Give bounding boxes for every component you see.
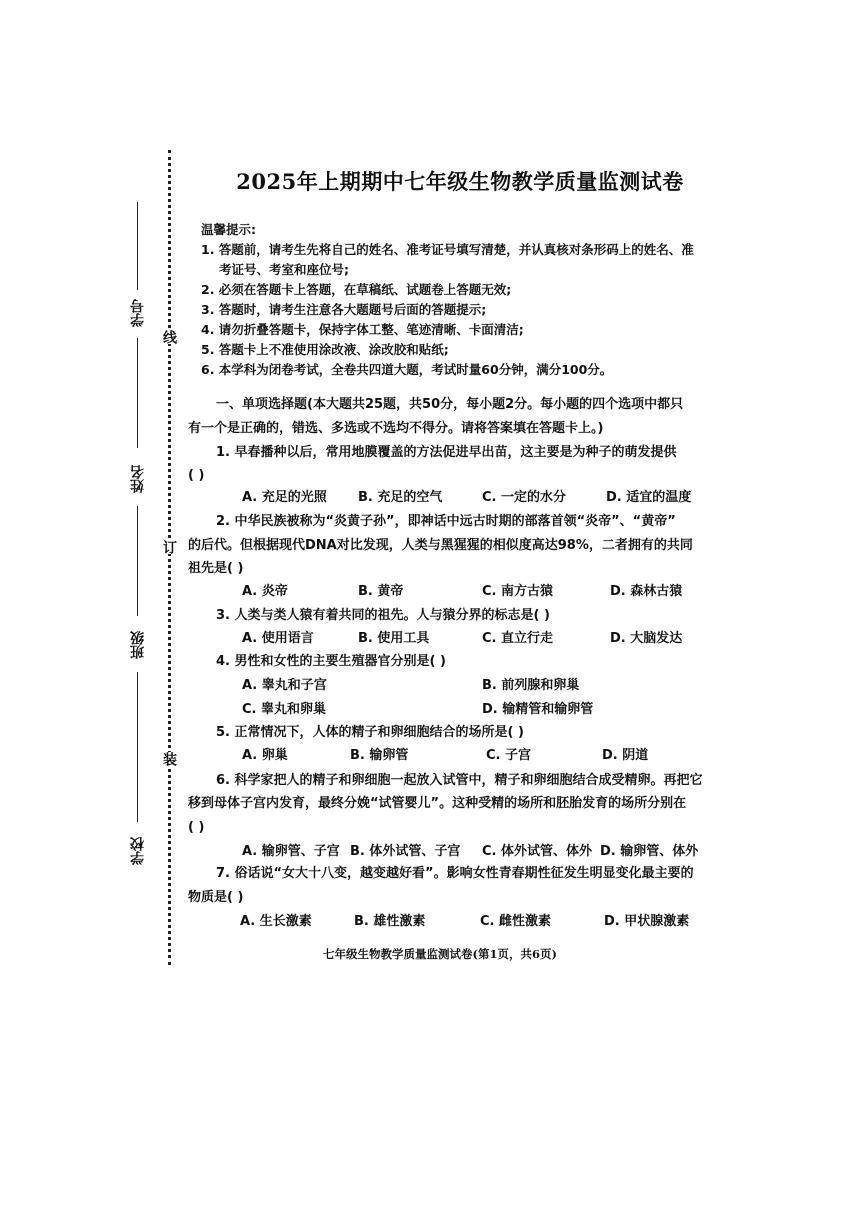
option: C. 雌性激素: [480, 914, 552, 929]
tip-item: 6. 本学科为闭卷考试，全卷共四道大题，考试时量60分钟，满分100分。: [201, 362, 613, 377]
question-1-text: 1. 早春播种以后，常用地膜覆盖的方法促进早出苗，这主要是为种子的萌发提供: [216, 445, 677, 460]
question-2-options: [240, 582, 720, 602]
binding-mark-ding: 订: [161, 540, 177, 554]
question-6-text: ( ): [188, 820, 205, 835]
option: B. 前列腺和卵巢: [482, 678, 580, 693]
question-3-text: 3. 人类与类人猿有着共同的祖先。人与猿分界的标志是( ): [216, 608, 550, 623]
question-7-text: 物质是( ): [188, 890, 244, 905]
question-2-text: 2. 中华民族被称为“炎黄子孙”，即神话中远古时期的部落首领“炎帝”、“黄帝”: [216, 514, 676, 529]
tips-heading: 温馨提示:: [201, 222, 256, 237]
option: B. 雄性激素: [354, 914, 426, 929]
option: B. 黄帝: [358, 584, 404, 599]
field-label: 姓名: [130, 465, 146, 493]
option: C. 睾丸和卵巢: [242, 702, 327, 717]
tip-item: 3. 答题时，请考生注意各大题题号后面的答题提示;: [201, 302, 487, 317]
option: D. 适宜的温度: [606, 490, 692, 505]
question-1-text: ( ): [188, 468, 205, 483]
page-footer: 七年级生物教学质量监测试卷(第1页，共6页): [323, 947, 557, 961]
question-4-text: 4. 男性和女性的主要生殖器官分别是( ): [216, 654, 446, 669]
question-7-options: [240, 912, 720, 932]
option: C. 直立行走: [482, 631, 554, 646]
option: C. 南方古猿: [482, 584, 554, 599]
field-rule: [137, 338, 138, 448]
option: D. 大脑发达: [610, 631, 683, 646]
option: C. 子宫: [486, 748, 532, 763]
option: B. 输卵管: [350, 748, 409, 763]
question-7-text: 7. 俗话说“女大十八变，越变越好看”。影响女性青春期性征发生明显变化最主要的: [216, 866, 694, 881]
question-5-text: 5. 正常情况下，人体的精子和卵细胞结合的场所是( ): [216, 725, 524, 740]
field-label: 班级: [130, 631, 146, 659]
binding-mark-xian: 线: [161, 330, 177, 344]
option: B. 充足的空气: [358, 490, 443, 505]
field-rule: [137, 672, 138, 822]
page-title: 2025年上期期中七年级生物教学质量监测试卷: [236, 169, 684, 194]
binding-dotted-line: [168, 150, 171, 965]
question-4-options: [240, 676, 720, 696]
question-6-text: 6. 科学家把人的精子和卵细胞一起放入试管中，精子和卵细胞结合成受精卵。再把它: [216, 773, 703, 788]
field-rule: [137, 506, 138, 616]
option: A. 使用语言: [242, 631, 314, 646]
tip-item: 5. 答题卡上不准使用涂改液、涂改胶和贴纸;: [201, 342, 449, 357]
tip-item: 1. 答题前，请考生先将自己的姓名、准考证号填写清楚，并认真核对条形码上的姓名、准: [201, 242, 694, 257]
option: A. 输卵管、子宫: [242, 844, 340, 859]
tip-item: 2. 必须在答题卡上答题，在草稿纸、试题卷上答题无效;: [201, 282, 512, 297]
option: D. 输卵管、体外: [600, 844, 699, 859]
option: A. 生长激素: [240, 914, 312, 929]
section-heading-cont: 有一个是正确的，错选、多选或不选均不得分。请将答案填在答题卡上。): [188, 421, 604, 436]
question-6-text: 移到母体子宫内发育，最终分娩“试管婴儿”。这种受精的场所和胚胎发育的场所分别在: [188, 796, 687, 811]
question-1-options: [240, 488, 720, 508]
question-2-text: 祖先是( ): [188, 561, 244, 576]
section-heading: 一、单项选择题(本大题共25题，共50分，每小题2分。每小题的四个选项中都只: [216, 397, 684, 412]
option: D. 输精管和输卵管: [482, 702, 594, 717]
option: A. 炎帝: [242, 584, 288, 599]
tip-item: 4. 请勿折叠答题卡，保持字体工整、笔迹清晰、卡面清洁;: [201, 322, 524, 337]
tips-block: [201, 220, 721, 380]
question-5-options: [240, 746, 720, 766]
question-2-text: 的后代。但根据现代DNA对比发现，人类与黑猩猩的相似度高达98%，二者拥有的共同: [188, 538, 693, 553]
question-3-options: [240, 629, 720, 649]
option: D. 阴道: [602, 748, 649, 763]
tip-item: 考证号、考室和座位号;: [219, 262, 349, 277]
option: A. 卵巢: [242, 748, 288, 763]
field-label: 学号: [130, 299, 146, 327]
field-rule: [137, 202, 138, 290]
option: C. 体外试管、体外: [482, 844, 593, 859]
field-label: 学校: [130, 837, 146, 865]
option: A. 充足的光照: [242, 490, 327, 505]
option: D. 森林古猿: [610, 584, 683, 599]
option: A. 睾丸和子宫: [242, 678, 327, 693]
option: B. 体外试管、子宫: [350, 844, 461, 859]
question-6-options: [240, 842, 720, 862]
option: C. 一定的水分: [482, 490, 567, 505]
binding-mark-zhuang: 装: [161, 752, 177, 766]
option: D. 甲状腺激素: [604, 914, 690, 929]
question-4-options: [240, 700, 720, 720]
option: B. 使用工具: [358, 631, 430, 646]
